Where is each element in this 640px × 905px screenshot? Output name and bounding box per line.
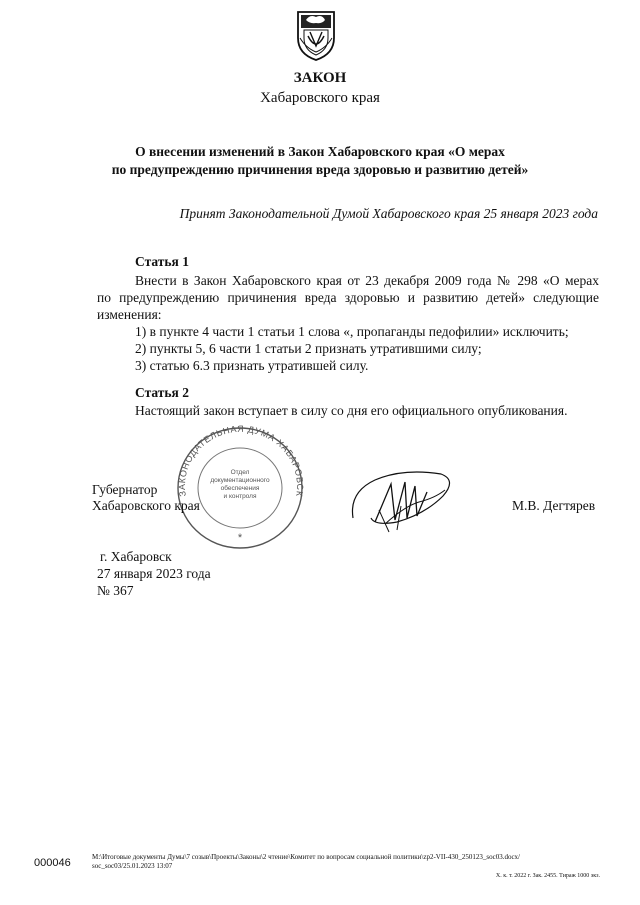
law-heading-line-1: О внесении изменений в Закон Хабаровского края «О мерах (135, 144, 505, 159)
footer-file-path-line-2: soc_soc03/25.01.2023 13:07 (92, 862, 173, 870)
signatory-position-line-1: Губернатор (92, 482, 158, 497)
document-type-title: ЗАКОН (293, 70, 347, 86)
footer-file-path-line-1: M:\Итоговые документы Думы\7 созыв\Проекты\Законы\2 чтение\Комитет по вопросам социальной политики\zp2-VII-430_250123_soc03.docx/ (92, 853, 520, 861)
coat-of-arms-emblem (294, 8, 338, 62)
article-1-item-1: 1) в пункте 4 части 1 статьи 1 слова «, пропаганды педофилии» исключить; (135, 324, 569, 339)
stamp-star: * (237, 532, 243, 544)
law-number: № 367 (97, 583, 134, 598)
footer-print-info: Х. к. т. 2022 г. Зак. 2455. Тираж 1000 экз. (495, 873, 600, 879)
article-2-title: Статья 2 (135, 385, 189, 400)
article-1-intro-line-3: изменения: (97, 307, 162, 322)
stamp-inner-line-3: обеспечения (220, 485, 260, 492)
stamp-inner-line-2: документационного (210, 477, 270, 484)
article-1-title: Статья 1 (135, 254, 189, 269)
article-2-text: Настоящий закон вступает в силу со дня его официального опубликования. (135, 403, 568, 418)
adoption-note: Принят Законодательной Думой Хабаровского края 25 января 2023 года (179, 206, 598, 221)
article-1-intro-line-2: по предупреждению причинения вреда здоровью и развитию детей» следующие (97, 290, 599, 305)
signatory-name: М.В. Дегтярев (512, 498, 596, 513)
signing-date: 27 января 2023 года (97, 566, 211, 581)
stamp-inner-line-4: и контроля (223, 493, 257, 500)
khabarovsk-coat-of-arms-icon (294, 8, 338, 62)
stamp-ring-text: ЗАКОНОДАТЕЛЬНАЯ ДУМА ХАБАРОВСК (176, 423, 306, 498)
law-heading-line-2: по предупреждению причинения вреда здоровью и развитию детей» (111, 162, 529, 177)
official-stamp (170, 422, 310, 552)
article-1-item-3: 3) статью 6.3 признать утратившей силу. (135, 358, 369, 373)
document-region-subtitle: Хабаровского края (260, 90, 380, 106)
footer-code: 000046 (34, 857, 71, 869)
handwritten-signature (345, 462, 465, 542)
article-1-item-2: 2) пункты 5, 6 части 1 статьи 2 признать утратившими силу; (135, 341, 482, 356)
signatory-position-line-2: Хабаровского края (92, 498, 200, 513)
signing-city: г. Хабаровск (100, 549, 172, 564)
stamp-inner-line-1: Отдел (230, 469, 250, 476)
article-1-intro-line-1: Внести в Закон Хабаровского края от 23 декабря 2009 года № 298 «О мерах (135, 273, 599, 288)
